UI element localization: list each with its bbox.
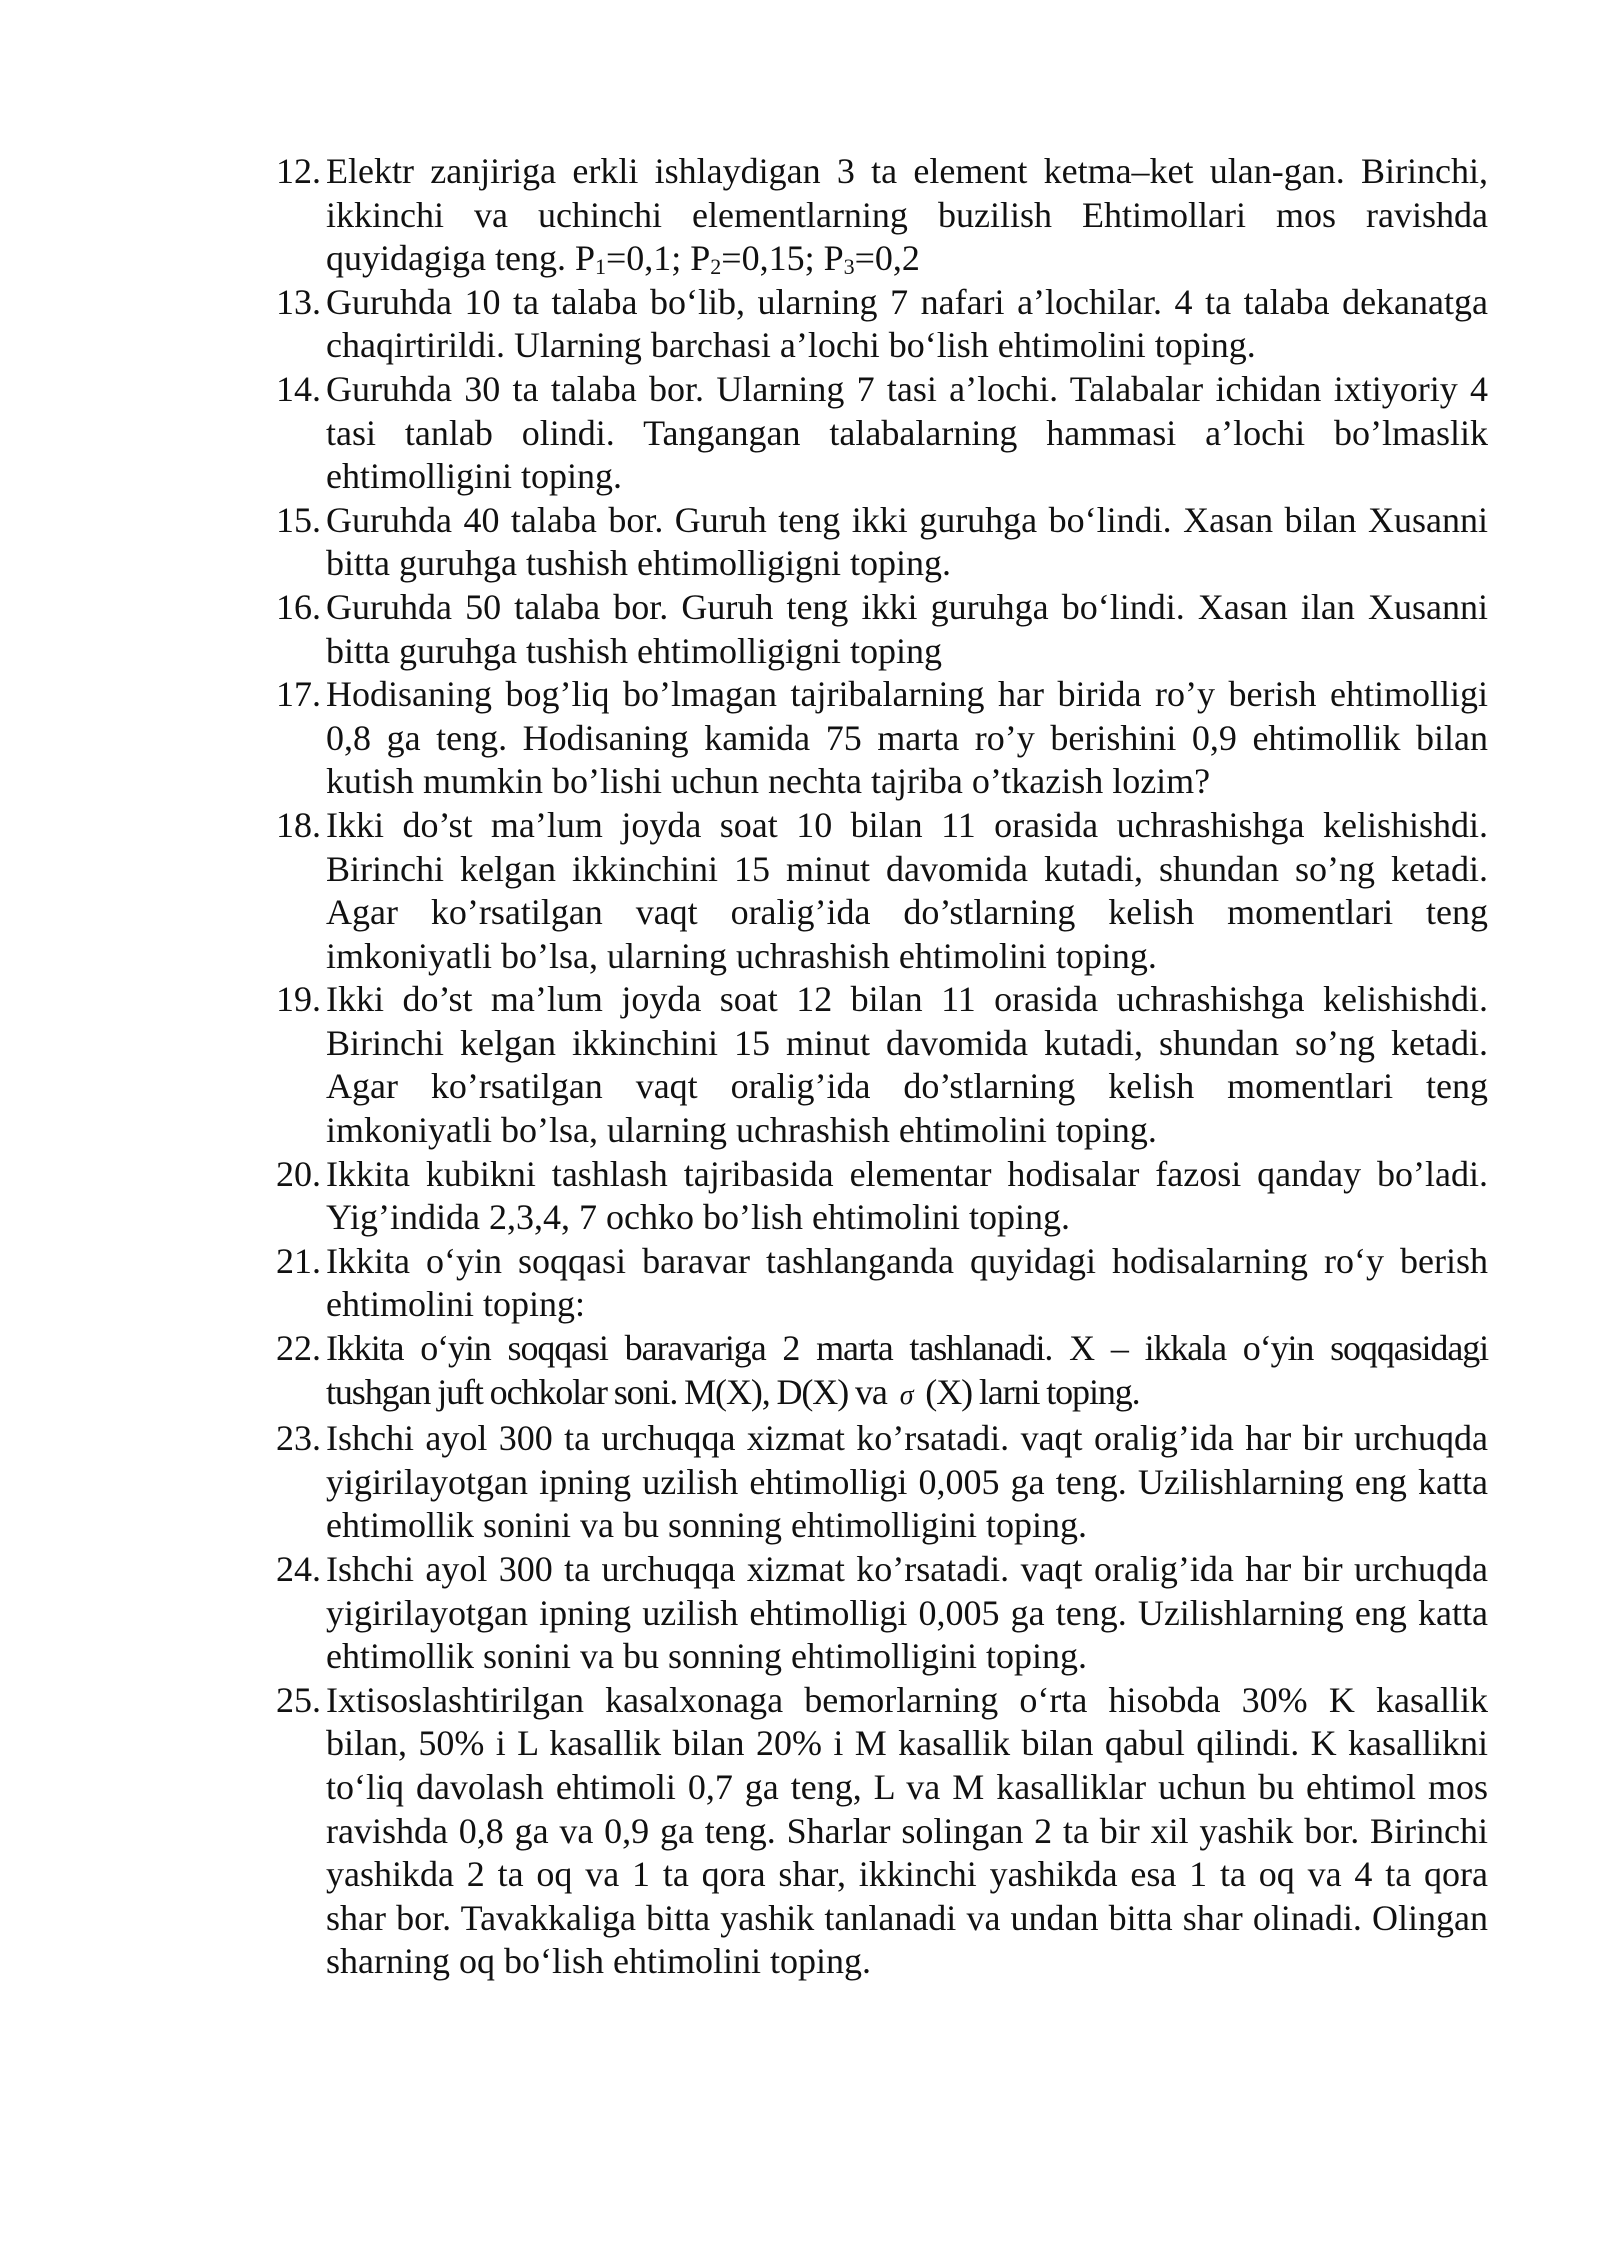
problem-number: 17. — [276, 674, 321, 715]
problem-number: 15. — [276, 499, 321, 540]
subscript: 3 — [843, 254, 855, 280]
problem-text: Elektr zanjiriga erkli ishlaydigan 3 ta element ketma–ket ulan-gan. Birinchi, ikkinchi va uchinchi elementlarning buzilish Ehtimollari mos ravishda quyidagiga teng. $P_1=0,1$; $P_2=0,15$; $P_3=0,2$ — [326, 151, 1488, 280]
problem-23 — [276, 1417, 1488, 1548]
problem-number: 25. — [276, 1679, 321, 1720]
problem-number: 24. — [276, 1549, 321, 1589]
problem-number: 18. — [276, 804, 321, 845]
problem-22 — [276, 1327, 1488, 1417]
problem-13 — [276, 281, 1488, 368]
problem-number: 14. — [276, 368, 321, 409]
problem-text: Guruhda 40 talaba bor. Guruh teng ikki guruhga bo‘lindi. Xasan bilan Xusanni bitta guruhga tushish ehtimolligigni toping. — [326, 499, 1488, 584]
problem-16 — [276, 586, 1488, 673]
problem-text: Ikki do’st ma’lum joyda soat 12 bilan 11 orasida uchrashishga kelishishdi. Birinchi kelgan ikkinchini 15 minut davomida kutadi, shundan so’ng ketadi. Agar ko’rsatilgan vaqt oralig’ida do’stlarning kelish momentlari teng imkoniyatli bo’lsa, ularning uchrashish ehtimolini toping. — [326, 979, 1488, 1151]
problem-text: Ikkita kubikni tashlash tajribasida elementar hodisalar fazosi qanday bo’ladi. Yig’indida 2,3,4, 7 ochko bo’lish ehtimolini toping. — [326, 1153, 1488, 1238]
problem-15 — [276, 499, 1488, 586]
problem-number: 16. — [276, 586, 321, 627]
problem-25 — [276, 1679, 1488, 1984]
problem-text: Guruhda 30 ta talaba bor. Ularning 7 tasi a’lochi. Talabalar ichidan ixtiyoriy 4 tasi tanlab olindi. Tangangan talabalarning hammasi a’lochi bo’lmaslik ehtimolligini toping. — [326, 368, 1488, 497]
problem-text: Guruhda 50 talaba bor. Guruh teng ikki guruhga bo‘lindi. Xasan ilan Xusanni bitta guruhga tushish ehtimolligigni toping — [326, 586, 1488, 671]
problem-text: Ikkita o‘yin soqqasi baravar tashlanganda quyidagi hodisalarning ro‘y berish ehtimolini toping: — [326, 1240, 1488, 1325]
problem-12 — [276, 150, 1488, 281]
problem-number: 13. — [276, 281, 321, 322]
problem-number: 21. — [276, 1240, 321, 1281]
problem-text: Ishchi ayol 300 ta urchuqqa xizmat ko’rsatadi. vaqt oralig’ida har bir urchuqda yigirilayotgan ipning uzilish ehtimolligi 0,005 ga teng. Uzilishlarning eng katta ehtimollik sonini va bu sonning ehtimolligini toping. — [326, 1418, 1488, 1546]
problem-18 — [276, 804, 1488, 978]
subscript: 2 — [710, 254, 722, 280]
problem-24 — [276, 1548, 1488, 1679]
problem-text: Ikkita o‘yin soqqasi baravariga 2 marta tashlanadi. X – ikkala o‘yin soqqasidagi tushgan juft ochkolar soni. M(X), D(X) va σ (X) larni toping. — [326, 1327, 1488, 1417]
problem-number: 20. — [276, 1153, 321, 1194]
document-page — [0, 150, 1600, 1984]
problem-20 — [276, 1153, 1488, 1240]
problem-14 — [276, 368, 1488, 499]
problem-text: Guruhda 10 ta talaba bo‘lib, ularning 7 nafari a’lochilar. 4 ta talaba dekanatga chaqirtirildi. Ularning barchasi a’lochi bo‘lish ehtimolini toping. — [326, 281, 1488, 366]
problem-number: 12. — [276, 151, 321, 191]
problem-text: Hodisaning bog’liq bo’lmagan tajribalarning har birida ro’y berish ehtimolligi 0,8 ga teng. Hodisaning kamida 75 marta ro’y berishini 0,9 ehtimollik bilan kutish mumkin bo’lishi uchun nechta tajriba o’tkazish lozim? — [326, 674, 1488, 802]
problem-21 — [276, 1240, 1488, 1327]
subscript: 1 — [594, 254, 606, 280]
sigma-symbol: σ — [899, 1379, 913, 1411]
problem-text: Ishchi ayol 300 ta urchuqqa xizmat ko’rsatadi. vaqt oralig’ida har bir urchuqda yigirilayotgan ipning uzilish ehtimolligi 0,005 ga teng. Uzilishlarning eng katta ehtimollik sonini va bu sonning ehtimolligini toping. — [326, 1549, 1488, 1677]
problem-text: Ixtisoslashtirilgan kasalxonaga bemorlarning o‘rta hisobda 30% K kasallik bilan, 50% i L kasallik bilan 20% i M kasallik bilan qabul qilindi. K kasallikni to‘liq davolash ehtimoli 0,7 ga teng, L va M kasalliklar uchun bu ehtimol mos ravishda 0,8 ga va 0,9 ga teng. Sharlar solingan 2 ta bir xil yashik bor. Birinchi yashikda 2 ta oq va 1 ta qora shar, ikkinchi yashikda esa 1 ta oq va 4 ta qora shar bor. Tavakkaliga bitta yashik tanlanadi va undan bitta shar olinadi. Olingan sharning oq bo‘lish ehtimolini toping. — [326, 1679, 1488, 1982]
problem-19 — [276, 978, 1488, 1152]
problem-text: Ikki do’st ma’lum joyda soat 10 bilan 11 orasida uchrashishga kelishishdi. Birinchi kelgan ikkinchini 15 minut davomida kutadi, shundan so’ng ketadi. Agar ko’rsatilgan vaqt oralig’ida do’stlarning kelish momentlari teng imkoniyatli bo’lsa, ularning uchrashish ehtimolini toping. — [326, 804, 1488, 976]
problem-number: 22. — [276, 1328, 321, 1369]
problem-number: 19. — [276, 979, 321, 1020]
problem-17 — [276, 673, 1488, 804]
problem-number: 23. — [276, 1418, 321, 1459]
